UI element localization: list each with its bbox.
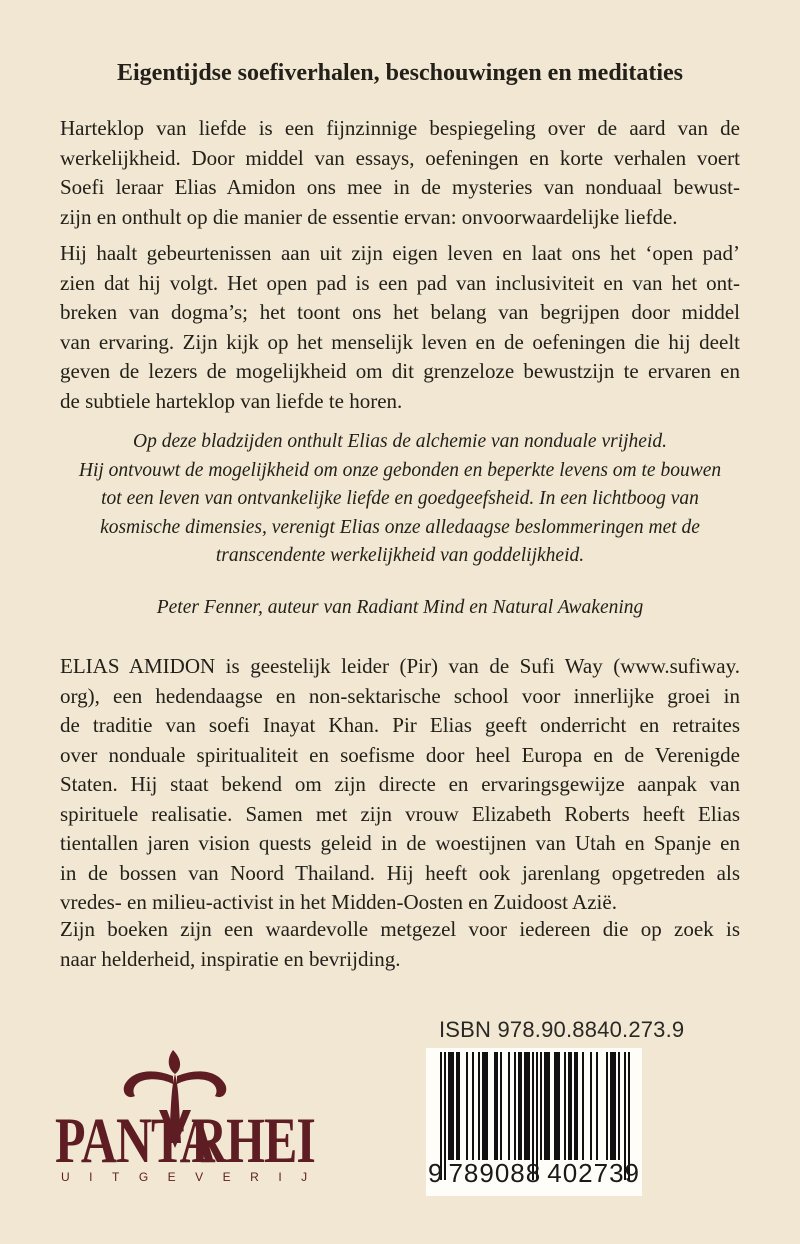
text-line: Soefi leraar Elias Amidon ons mee in de mysteries van nonduaal bewust- (60, 175, 740, 199)
quote-line: transcendente werkelijkheid van goddelijkheid. (215, 545, 585, 566)
barcode-bar (614, 1052, 616, 1160)
barcode-bar (456, 1052, 458, 1160)
barcode-bar (582, 1052, 584, 1160)
quote-line: Op deze bladzijden onthult Elias de alchemie van nonduale vrijheid. (133, 431, 667, 452)
barcode-bar (524, 1052, 526, 1160)
quote-line: Hij ontvouwt de mogelijkheid om onze gebonden en beperkte levens om te bouwen (78, 459, 722, 481)
barcode-bar (556, 1052, 558, 1160)
barcode-bar (494, 1052, 496, 1160)
text-line: zien dat hij volgt. Het open pad is een pad van inclusiviteit en van het ont- (60, 270, 740, 295)
barcode-bar (558, 1052, 560, 1160)
text-line: Staten. Hij staat bekend om zijn directe en ervaringsgewijze aanpak van (60, 772, 740, 796)
barcode-bar (514, 1052, 516, 1160)
barcode-bar (496, 1052, 498, 1160)
logo-word-left: PANTA (55, 1103, 215, 1177)
barcode-bar (618, 1052, 620, 1160)
barcode-bar (576, 1052, 578, 1160)
barcode-bar (606, 1052, 608, 1160)
barcode-bar (554, 1052, 556, 1160)
barcode-digit-first: 9 (428, 1158, 443, 1188)
text-line: zijn en onthult op die manier de essentie ervan: onvoorwaardelijke liefde. (60, 204, 678, 229)
quote-attribution: Peter Fenner, auteur van Radiant Mind en Natural Awakening (156, 597, 644, 618)
text-line: breken van dogma’s; het toont ons het belang van begrijpen door middel (60, 300, 740, 324)
barcode-digits-left: 789088 (448, 1158, 542, 1188)
barcode-bar (472, 1052, 474, 1160)
publisher-logo (55, 1048, 327, 1188)
logo-word-right: RHEI (191, 1103, 315, 1177)
text-line: over nonduale spiritualiteit en soefisme door heel Europa en de Verenigde (60, 742, 740, 767)
description-paragraph-2 (60, 239, 740, 416)
barcode-bar (590, 1052, 592, 1160)
barcode-bar (486, 1052, 488, 1160)
barcode-bar (450, 1052, 452, 1160)
barcode-bar (610, 1052, 612, 1160)
text-line: naar helderheid, inspiratie en bevrijding. (60, 946, 401, 971)
barcode-bar (596, 1052, 598, 1160)
barcode-bar (564, 1052, 566, 1160)
barcode-bar (568, 1052, 570, 1160)
barcode-bar (526, 1052, 528, 1160)
barcode-digits (430, 1158, 640, 1189)
barcode-bar (484, 1052, 486, 1160)
text-line: ELIAS AMIDON is geestelijk leider (Pir) van de Sufi Way (www.sufiway. (60, 654, 740, 678)
text-line: in de bossen van Noord Thailand. Hij heeft ook jarenlang opgetreden als (60, 860, 740, 885)
barcode-bar (612, 1052, 614, 1160)
barcode-bar (520, 1052, 522, 1160)
text-line: de traditie van soefi Inayat Khan. Pir Elias geeft onderricht en retraites (60, 713, 740, 737)
description-paragraph-1 (60, 114, 740, 232)
text-line: spirituele realisatie. Samen met zijn vrouw Elizabeth Roberts heeft Elias (60, 801, 740, 826)
endorsement-quote (40, 428, 760, 571)
barcode-bar (452, 1052, 454, 1160)
barcode-bar (518, 1052, 520, 1160)
barcode-bar (544, 1052, 546, 1160)
barcode-bar (548, 1052, 550, 1160)
barcode-bar (500, 1052, 502, 1160)
text-line: tientallen jaren vision quests geleid in de woestijnen van Utah en Spanje en (60, 831, 740, 855)
book-subtitle-heading: Eigentijdse soefiverhalen, beschouwingen en meditaties (117, 60, 683, 86)
text-line: geven de lezers de mogelijkheid om dit grenzeloze bewustzijn te ervaren en (60, 359, 740, 383)
barcode-bar (482, 1052, 484, 1160)
barcode-bar (540, 1052, 542, 1160)
logo-subtitle: UITGEVERIJ (61, 1170, 327, 1184)
closing-paragraph (60, 915, 740, 974)
text-line: vredes- en milieu-activist in het Midden-Oosten en Zuidoost Azië. (60, 890, 617, 914)
text-line: werkelijkheid. Door middel van essays, oefeningen en korte verhalen voert (60, 145, 740, 170)
author-bio-paragraph (60, 652, 740, 918)
quote-line: tot een leven van ontvankelijke liefde en goedgeefsheid. In een lichtboog van (101, 488, 699, 509)
barcode-digits-right: 402739 (547, 1158, 640, 1188)
barcode-bar (478, 1052, 480, 1160)
barcode-bar (448, 1052, 450, 1160)
barcode-bar (574, 1052, 576, 1160)
text-line: de subtiele harteklop van liefde te horen. (60, 388, 403, 413)
barcode-bar (466, 1052, 468, 1160)
barcode-bar (458, 1052, 460, 1160)
barcode-bar (546, 1052, 548, 1160)
barcode-bar (570, 1052, 572, 1160)
isbn-label: ISBN 978.90.8840.273.9 (439, 1017, 685, 1042)
barcode-bar (508, 1052, 510, 1160)
quote-line: kosmische dimensies, verenigt Elias onze alledaagse beslommeringen met de (100, 516, 700, 538)
text-line: van ervaring. Zijn kijk op het menselijk leven en de oefeningen die hij deelt (60, 329, 740, 354)
text-line: Harteklop van liefde is een fijnzinnige bespiegeling over de aard van de (60, 116, 740, 140)
text-line: Hij haalt gebeurtenissen aan uit zijn eigen leven en laat ons het ‘open pad’ (60, 241, 740, 265)
barcode-bar (528, 1052, 530, 1160)
text-line: Zijn boeken zijn een waardevolle metgezel voor iedereen die op zoek is (60, 917, 740, 941)
text-line: org), een hedendaagse en non-sektarische school voor innerlijke groei in (60, 683, 740, 708)
